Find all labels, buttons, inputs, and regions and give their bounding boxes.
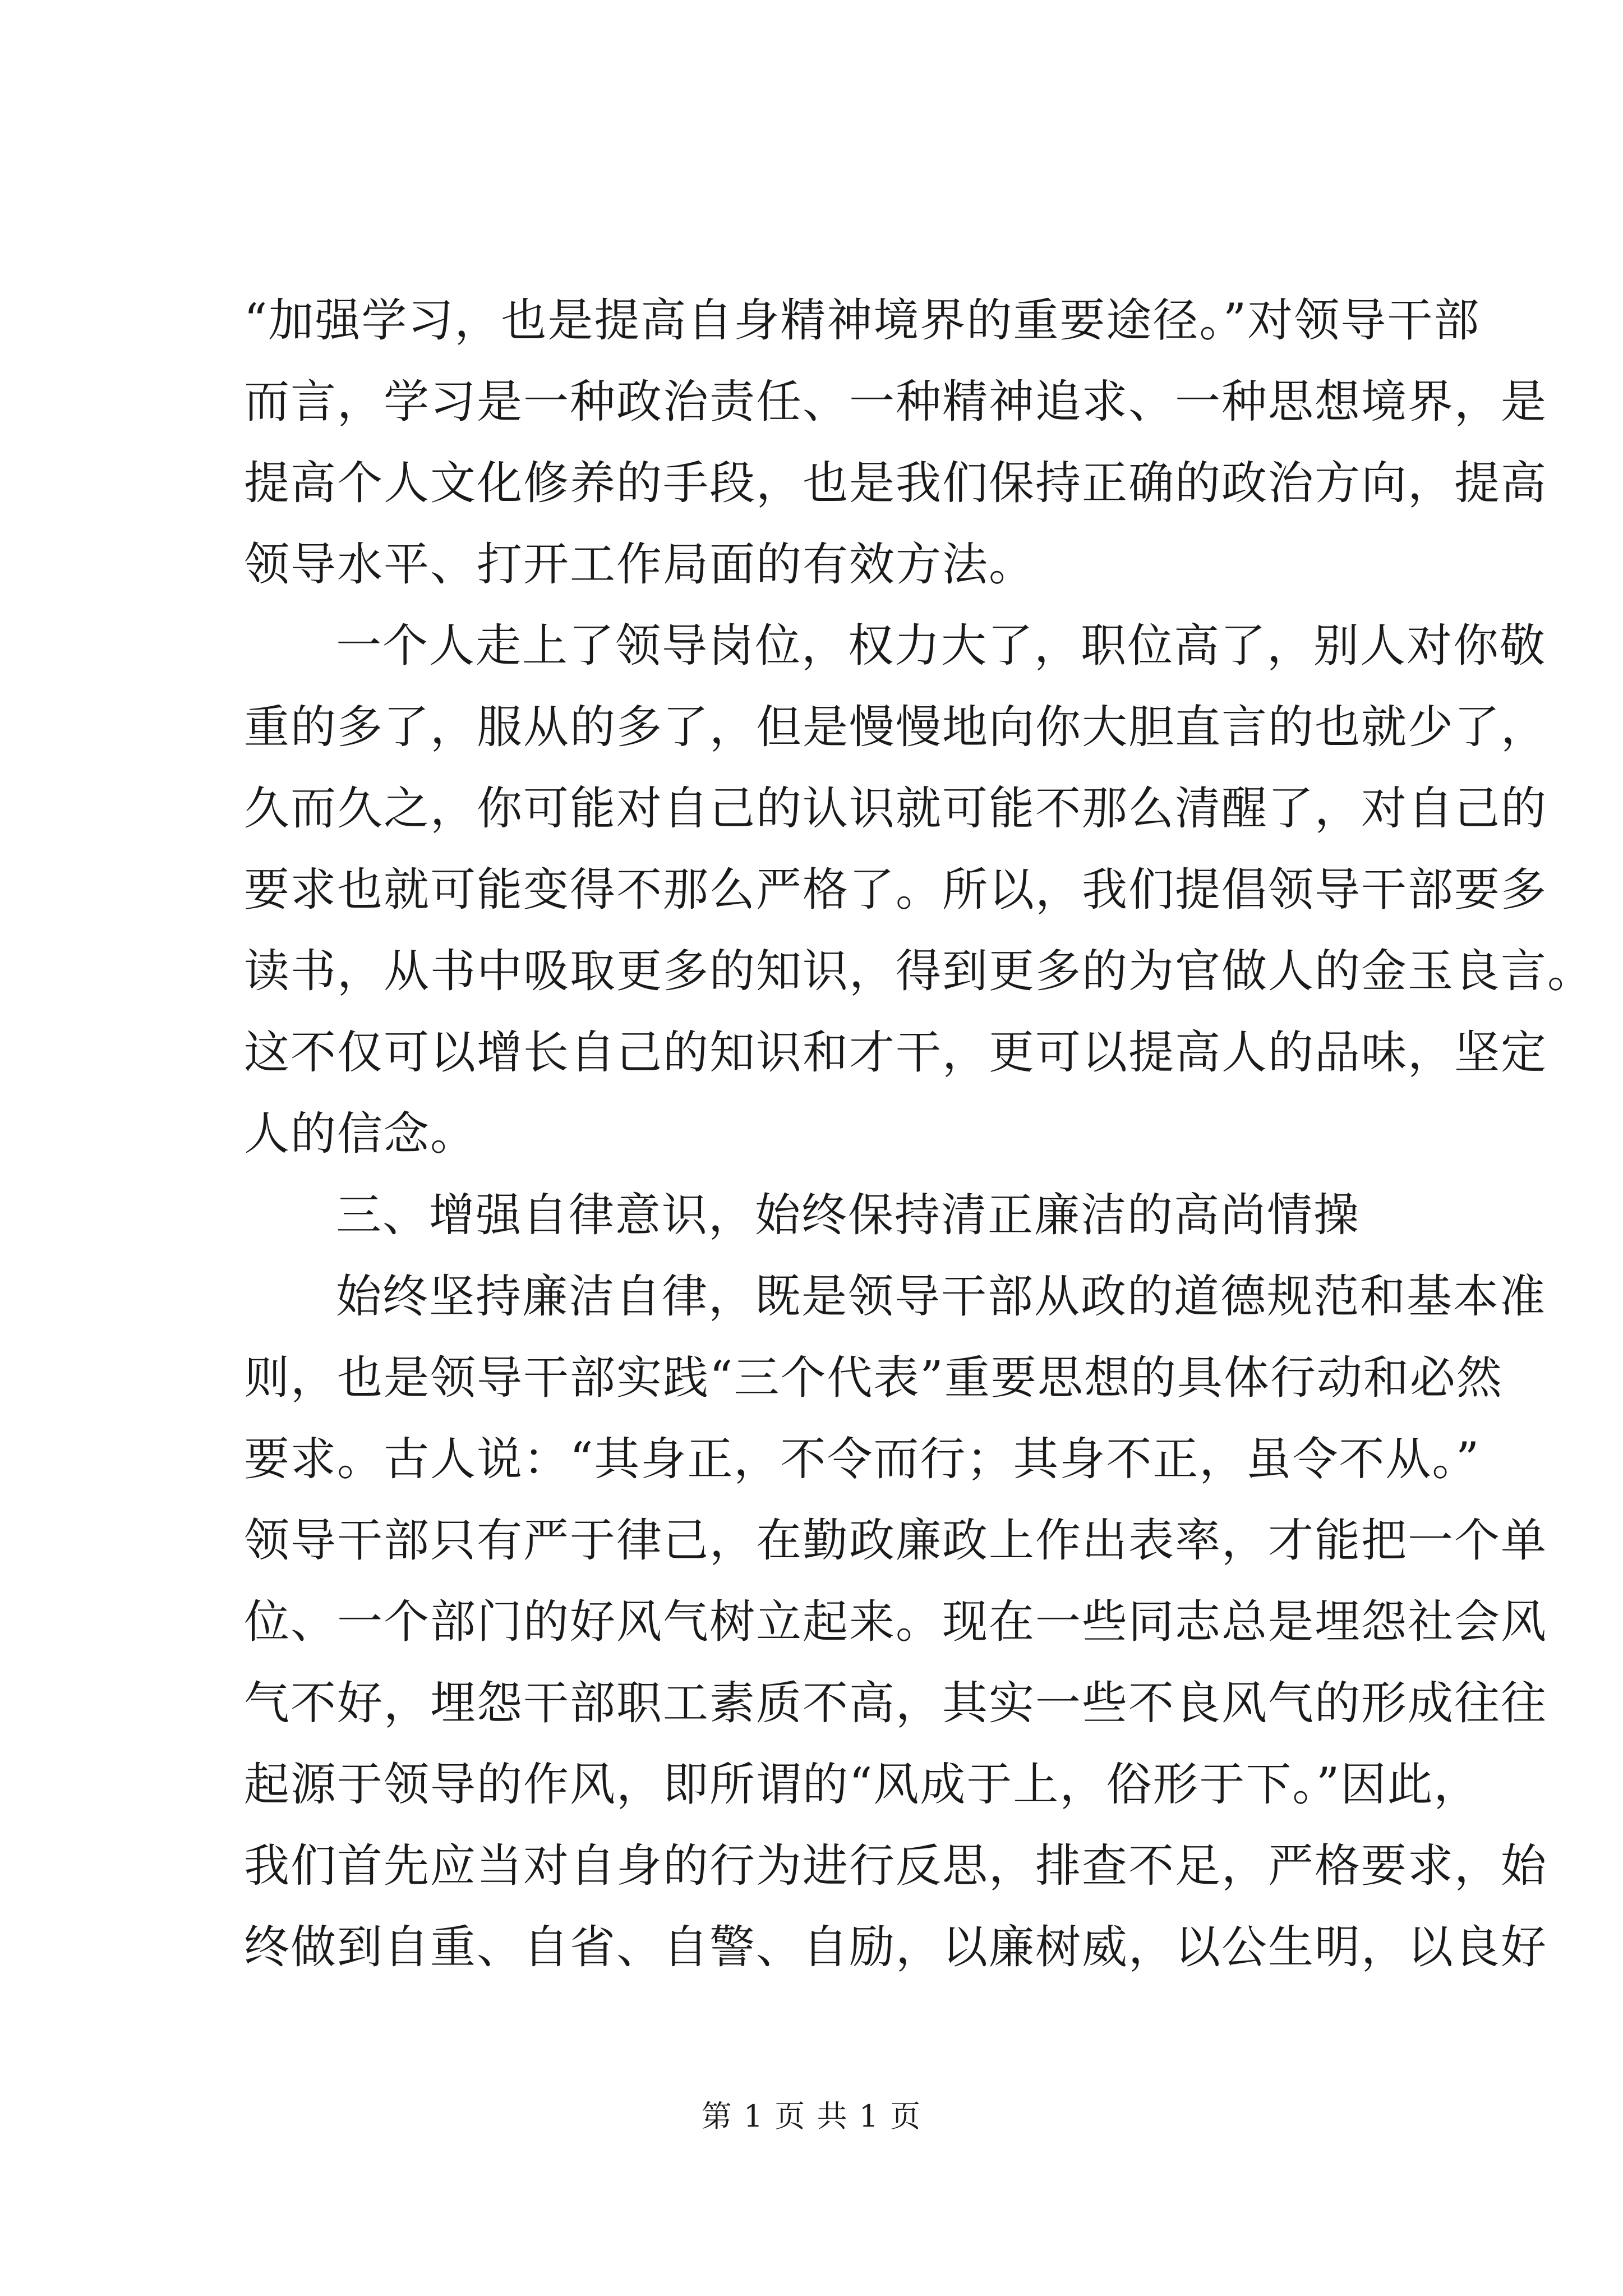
- text-line: 重的多了，服从的多了，但是慢慢地向你大胆直言的也就少了，: [244, 701, 1548, 754]
- paragraph-first-line: 始终坚持廉洁自律，既是领导干部从政的道德规范和基本准: [336, 1271, 1547, 1323]
- text-line: 而言，学习是一种政治责任、一种精神追求、一种思想境界，是: [244, 376, 1548, 429]
- text-line: 久而久之，你可能对自己的认识就可能不那么清醒了，对自己的: [244, 783, 1548, 835]
- section-heading: 三、增强自律意识，始终保持清正廉洁的高尚情操: [336, 1189, 1361, 1242]
- text-line: 提高个人文化修养的手段，也是我们保持正确的政治方向，提高: [244, 457, 1548, 510]
- text-line: 位、一个部门的好风气树立起来。现在一些同志总是埋怨社会风: [244, 1596, 1548, 1649]
- text-line: 要求。古人说：“其身正，不令而行；其身不正，虽令不从。”: [244, 1433, 1481, 1486]
- document-body: [244, 280, 1594, 1989]
- text-line: 气不好，埋怨干部职工素质不高，其实一些不良风气的形成往往: [244, 1677, 1548, 1730]
- text-line: 人的信念。: [244, 1108, 477, 1161]
- page-number-footer: 第 1 页 共 1 页: [701, 2099, 922, 2134]
- paragraph-first-line: 一个人走上了领导岗位，权力大了，职位高了，别人对你敬: [336, 620, 1547, 673]
- text-line: 领导干部只有严于律己，在勤政廉政上作出表率，才能把一个单: [244, 1515, 1548, 1567]
- text-line: 我们首先应当对自身的行为进行反思，排查不足，严格要求，始: [244, 1840, 1548, 1893]
- text-line: 起源于领导的作风，即所谓的“风成于上，俗形于下。”因此，: [244, 1759, 1481, 1811]
- text-line: 这不仅可以增长自己的知识和才干，更可以提高人的品味，坚定: [244, 1027, 1548, 1079]
- text-line: 读书，从书中吸取更多的知识，得到更多的为官做人的金玉良言。: [244, 945, 1594, 998]
- text-line: 则，也是领导干部实践“三个代表”重要思想的具体行动和必然: [244, 1352, 1503, 1405]
- text-line: 领导水平、打开工作局面的有效方法。: [244, 539, 1036, 591]
- text-line: “加强学习，也是提高自身精神境界的重要途径。”对领导干部: [244, 295, 1481, 347]
- text-line: 终做到自重、自省、自警、自励，以廉树威，以公生明，以良好: [244, 1921, 1548, 1974]
- text-line: 要求也就可能变得不那么严格了。所以，我们提倡领导干部要多: [244, 864, 1548, 917]
